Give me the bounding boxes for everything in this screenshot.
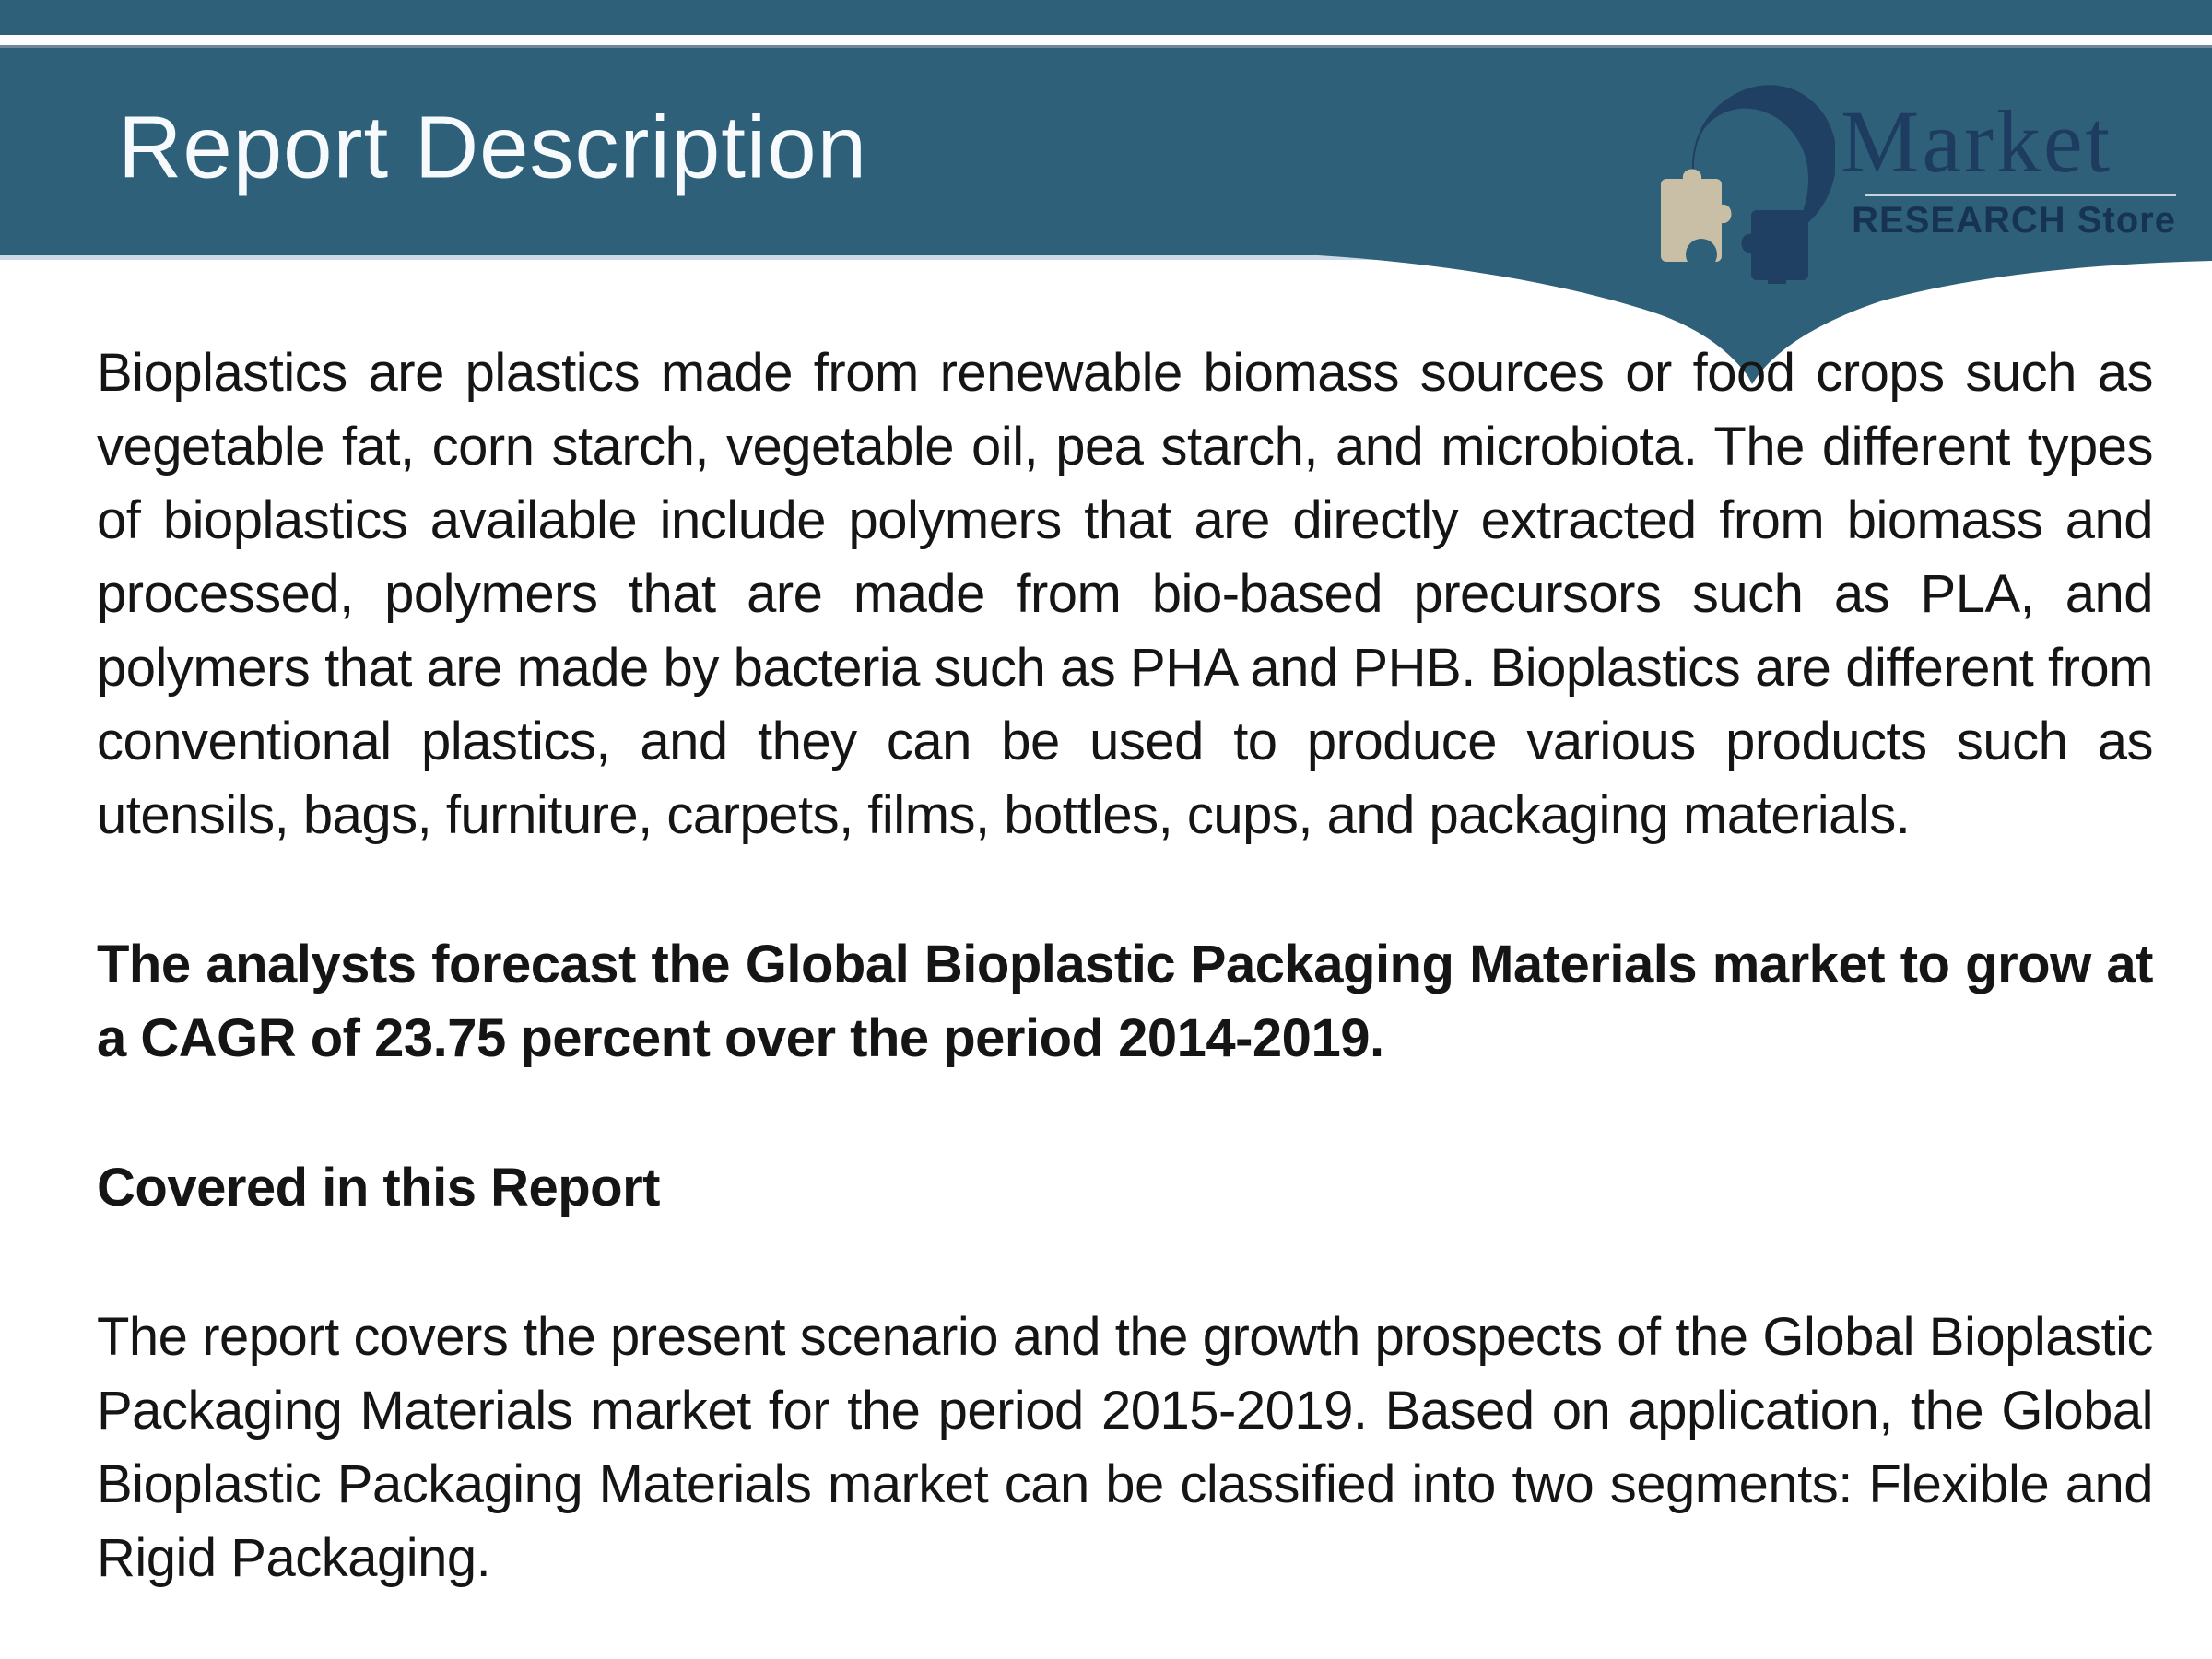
report-description-body — [0, 259, 2212, 1595]
brand-logo — [1646, 53, 2176, 284]
covered-section-heading: Covered in this Report — [97, 1158, 660, 1218]
header-separator-band — [0, 35, 2212, 48]
intro-paragraph: Bioplastics are plastics made from renewable biomass sources or food crops such as vegetable fat, corn starch, vegetable oil, pea starch, and microbiota. The different types of bioplastics available include polymers that are directly extracted from biomass and processed, polymers that are made from bio-based precursors such as PLA, and polymers that are made by bacteria such as PHA and PHB. Bioplastics are different from conventional plastics, and they can be used to produce various products such as utensils, bags, furniture, carpets, films, bottles, cups, and packaging materials. — [97, 343, 2153, 845]
brand-text-block — [1835, 53, 2176, 241]
brand-name: Market — [1841, 92, 2113, 191]
coverage-paragraph: The report covers the present scenario and the growth prospects of the Global Bioplastic Packaging Materials market for the period 2015-2019. Based on application, the Global Bioplastic Packaging Materials market can be classified into two segments: Flexible and Rigid Packaging. — [97, 1307, 2153, 1588]
top-accent-stripe — [0, 0, 2212, 35]
forecast-statement: The analysts forecast the Global Bioplastic Packaging Materials market to grow at a CAGR of 23.75 percent over the period 2014-2019. — [97, 935, 2153, 1068]
page-title: Report Description — [118, 98, 867, 197]
puzzle-piece-icon — [1646, 53, 1835, 284]
brand-divider — [1865, 194, 2176, 196]
brand-subtitle: RESEARCH Store — [1852, 200, 2176, 241]
